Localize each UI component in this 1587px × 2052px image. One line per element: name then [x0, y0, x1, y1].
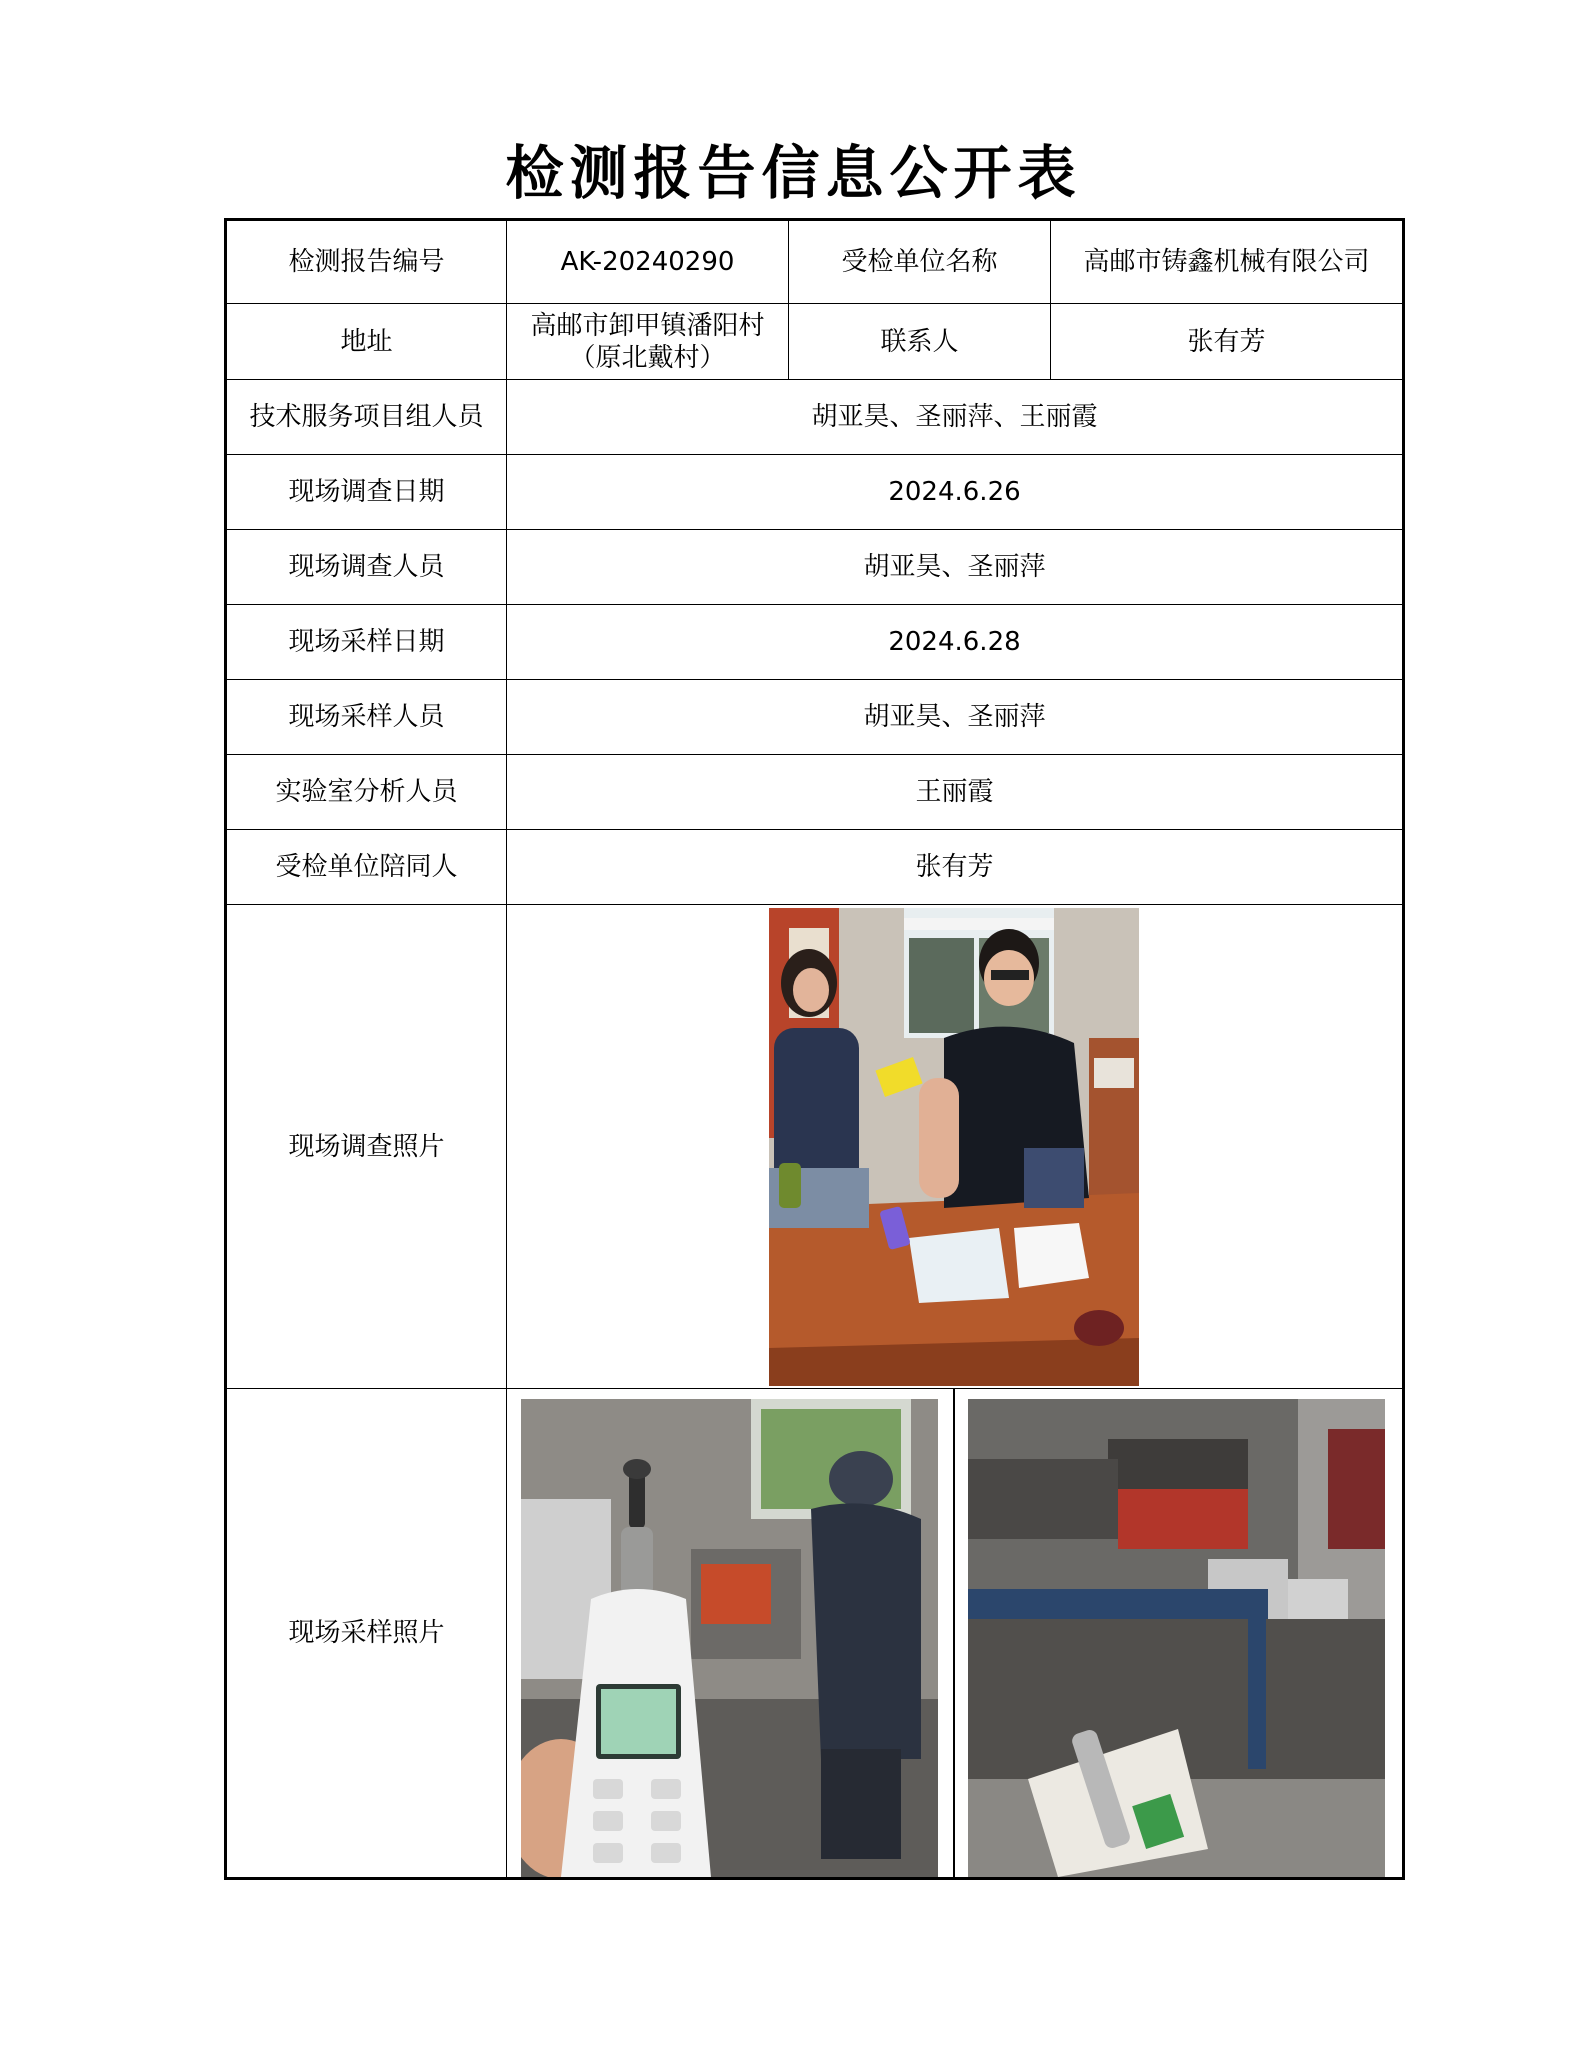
sampling-date-label: 现场采样日期 [226, 605, 507, 680]
contact-label: 联系人 [789, 304, 1051, 380]
sampling-photo-cell [507, 1389, 1404, 1879]
survey-staff-label: 现场调查人员 [226, 530, 507, 605]
unit-name-value: 高邮市铸鑫机械有限公司 [1051, 220, 1404, 304]
survey-photo-cell [507, 905, 1404, 1389]
report-no-label: 检测报告编号 [226, 220, 507, 304]
page-title: 检测报告信息公开表 [505, 139, 1082, 207]
report-table [224, 218, 1405, 1880]
contact-value: 张有芳 [1051, 304, 1404, 380]
report-no-value: AK-20240290 [507, 220, 789, 304]
survey-photo-label: 现场调查照片 [226, 905, 507, 1389]
table-row [226, 530, 1404, 605]
address-value: 高邮市卸甲镇潘阳村（原北戴村） [507, 304, 789, 380]
survey-date-label: 现场调查日期 [226, 455, 507, 530]
sampler-photo [968, 1399, 1385, 1877]
lab-staff-label: 实验室分析人员 [226, 755, 507, 830]
team-label: 技术服务项目组人员 [226, 380, 507, 455]
address-label: 地址 [226, 304, 507, 380]
survey-staff-value: 胡亚昊、圣丽萍 [507, 530, 1404, 605]
sound-meter-photo [521, 1399, 938, 1877]
table-row [226, 304, 1404, 380]
table-row [226, 220, 1404, 304]
escort-label: 受检单位陪同人 [226, 830, 507, 905]
team-value: 胡亚昊、圣丽萍、王丽霞 [507, 380, 1404, 455]
table-row [226, 1389, 1404, 1879]
sampling-date-value: 2024.6.28 [507, 605, 1404, 680]
unit-name-label: 受检单位名称 [789, 220, 1051, 304]
photo-divider [953, 1389, 955, 1879]
sampling-photo-label: 现场采样照片 [226, 1389, 507, 1879]
survey-date-value: 2024.6.26 [507, 455, 1404, 530]
table-row [226, 680, 1404, 755]
table-row [226, 755, 1404, 830]
survey-photo [769, 908, 1139, 1386]
escort-value: 张有芳 [507, 830, 1404, 905]
table-row [226, 380, 1404, 455]
table-row [226, 605, 1404, 680]
sampling-staff-value: 胡亚昊、圣丽萍 [507, 680, 1404, 755]
table-row [226, 455, 1404, 530]
table-row [226, 905, 1404, 1389]
sampling-staff-label: 现场采样人员 [226, 680, 507, 755]
table-row [226, 830, 1404, 905]
lab-staff-value: 王丽霞 [507, 755, 1404, 830]
